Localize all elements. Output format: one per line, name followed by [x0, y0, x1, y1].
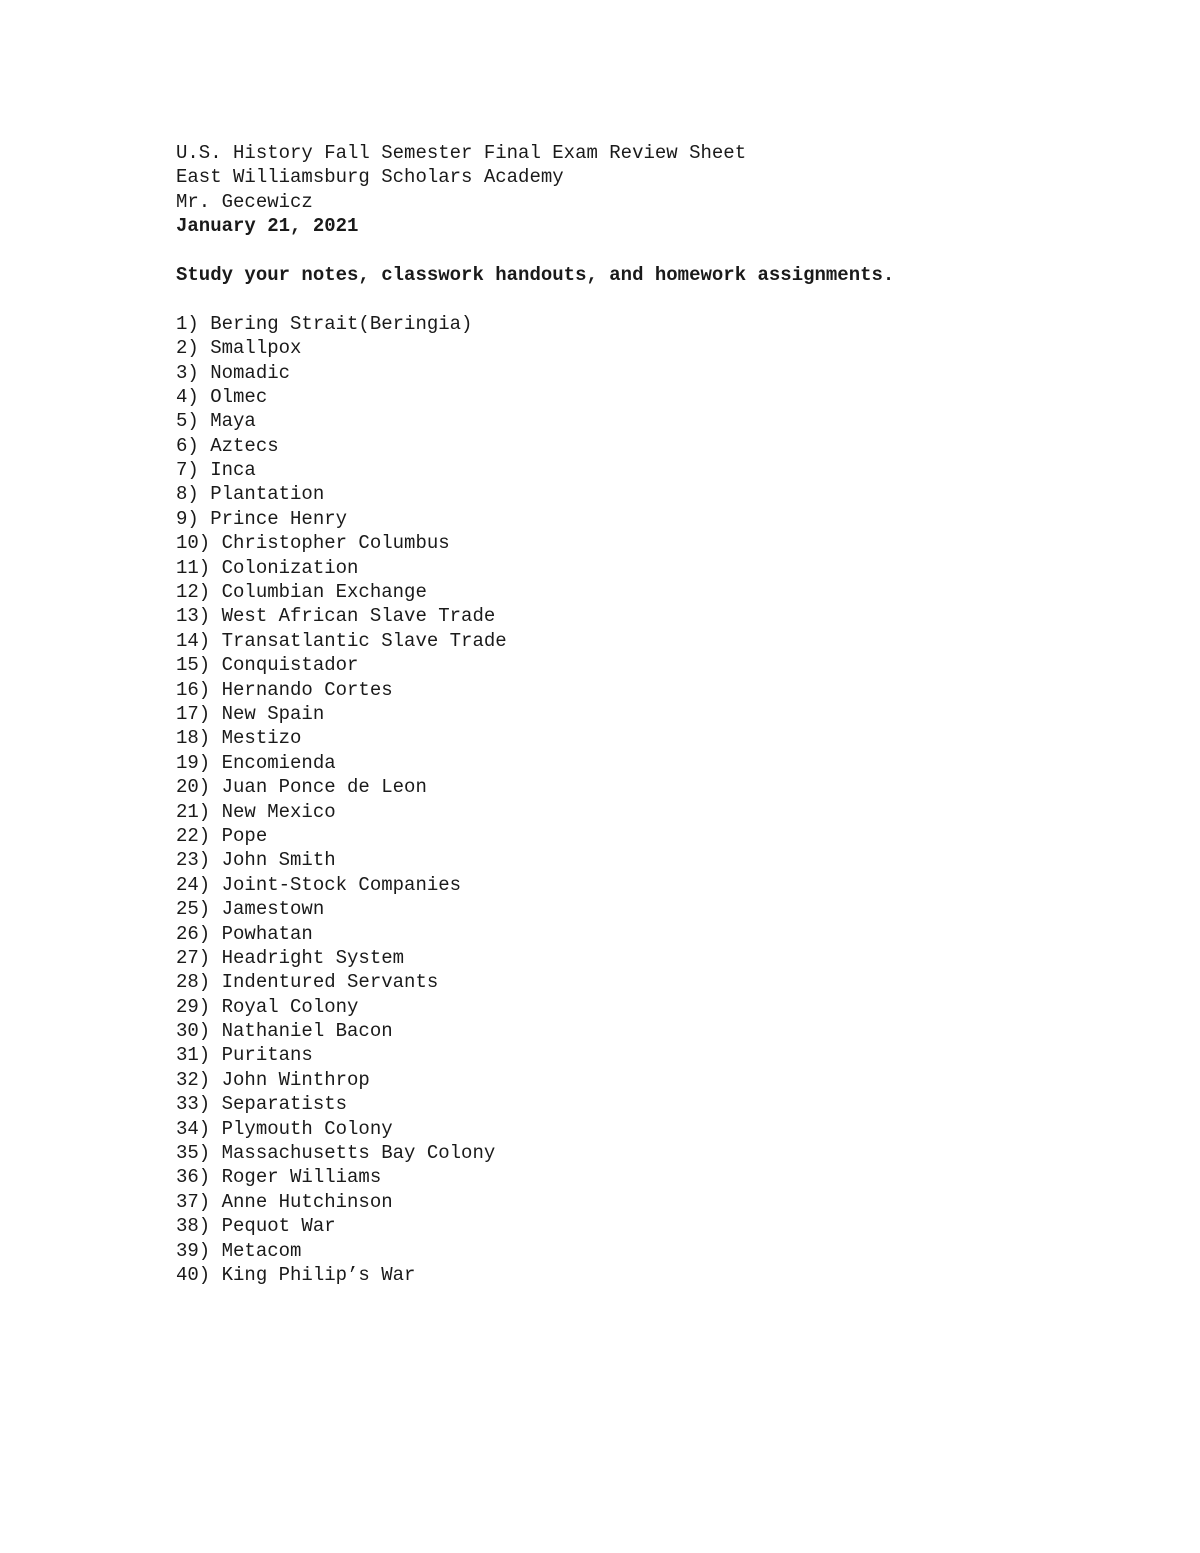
review-terms-list [176, 312, 1136, 1288]
list-item: 4) Olmec [176, 385, 268, 408]
list-item: 36) Roger Williams [176, 1166, 382, 1189]
list-item: 12) Columbian Exchange [176, 581, 427, 604]
list-item: 15) Conquistador [176, 654, 359, 677]
list-item: 22) Pope [176, 824, 268, 847]
list-item: 38) Pequot War [176, 1215, 336, 1238]
list-item: 14) Transatlantic Slave Trade [176, 629, 507, 652]
list-item: 23) John Smith [176, 849, 336, 872]
list-item: 2) Smallpox [176, 337, 302, 360]
list-item: 3) Nomadic [176, 361, 291, 384]
list-item: 17) New Spain [176, 702, 325, 725]
document-title: U.S. History Fall Semester Final Exam Review Sheet [176, 142, 747, 164]
document-page [176, 141, 1136, 1287]
list-item: 32) John Winthrop [176, 1068, 370, 1091]
list-item: 40) King Philip’s War [176, 1263, 416, 1286]
teacher-name: Mr. Gecewicz [176, 190, 313, 213]
list-item: 33) Separatists [176, 1093, 348, 1116]
list-item: 21) New Mexico [176, 800, 336, 823]
study-instruction: Study your notes, classwork handouts, and homework assignments. [176, 263, 895, 286]
list-item: 31) Puritans [176, 1044, 313, 1067]
school-name: East Williamsburg Scholars Academy [176, 166, 564, 189]
list-item: 20) Juan Ponce de Leon [176, 776, 427, 799]
list-item: 27) Headright System [176, 946, 405, 969]
list-item: 28) Indentured Servants [176, 971, 439, 994]
list-item: 18) Mestizo [176, 727, 302, 750]
list-item: 25) Jamestown [176, 898, 325, 921]
list-item: 30) Nathaniel Bacon [176, 1020, 393, 1043]
list-item: 10) Christopher Columbus [176, 532, 450, 555]
list-item: 16) Hernando Cortes [176, 678, 393, 701]
list-item: 19) Encomienda [176, 751, 336, 774]
list-item: 24) Joint-Stock Companies [176, 873, 462, 896]
spacer [176, 287, 1136, 311]
list-item: 26) Powhatan [176, 922, 313, 945]
list-item: 34) Plymouth Colony [176, 1117, 393, 1140]
document-date: January 21, 2021 [176, 215, 359, 238]
list-item: 11) Colonization [176, 556, 359, 579]
list-item: 13) West African Slave Trade [176, 605, 496, 628]
list-item: 1) Bering Strait(Beringia) [176, 312, 473, 335]
list-item: 35) Massachusetts Bay Colony [176, 1142, 496, 1165]
list-item: 8) Plantation [176, 483, 325, 506]
list-item: 9) Prince Henry [176, 507, 348, 530]
list-item: 6) Aztecs [176, 434, 279, 457]
spacer [176, 239, 1136, 263]
list-item: 5) Maya [176, 410, 256, 433]
list-item: 29) Royal Colony [176, 995, 359, 1018]
list-item: 7) Inca [176, 459, 256, 482]
list-item: 39) Metacom [176, 1239, 302, 1262]
list-item: 37) Anne Hutchinson [176, 1190, 393, 1213]
